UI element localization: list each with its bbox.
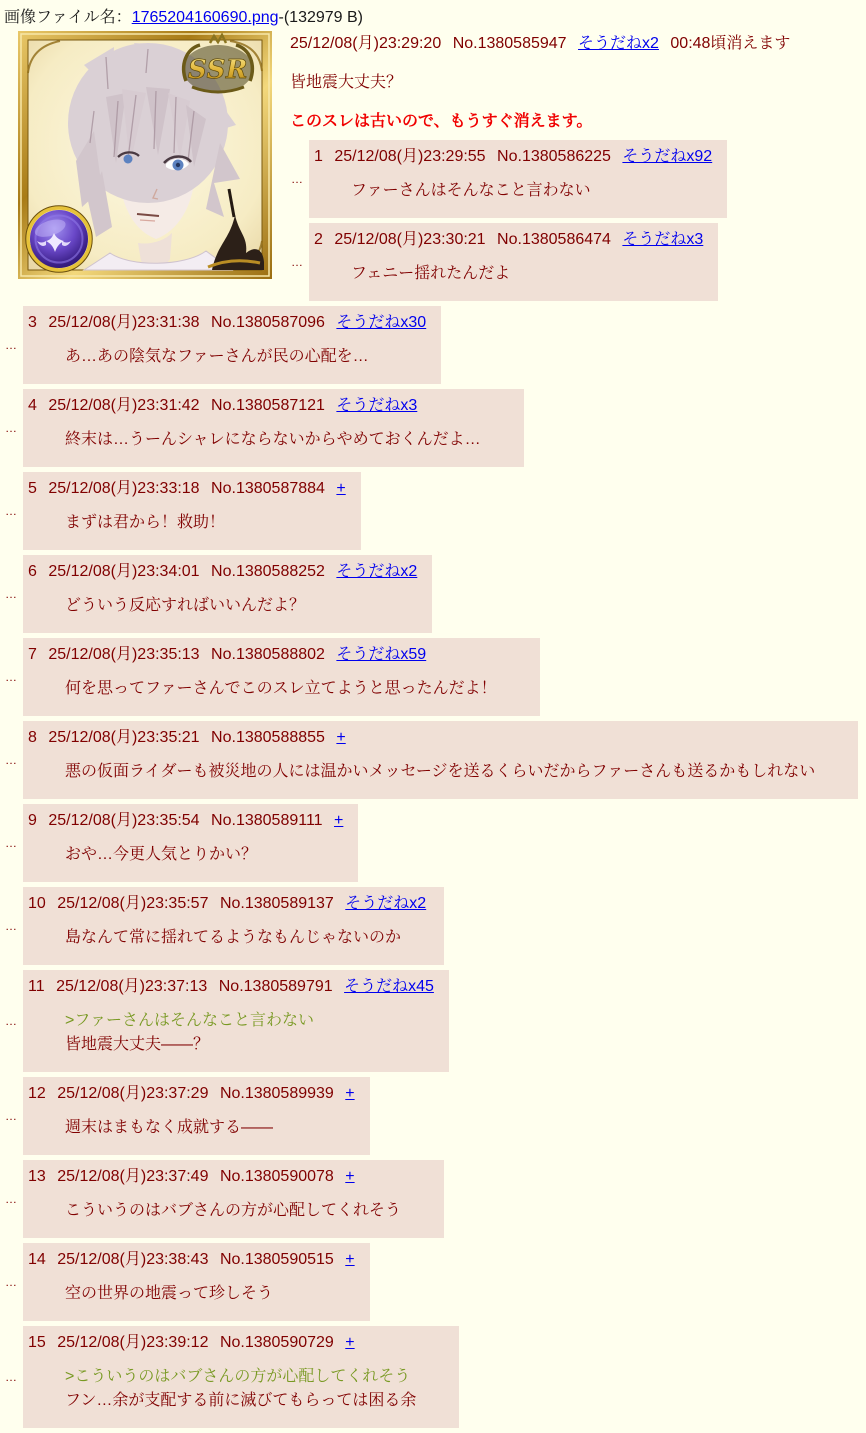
quote-line: >ファーさんはそんなこと言わない <box>65 1012 315 1029</box>
reply-datetime: 25/12/08(月)23:35:54 <box>48 812 200 829</box>
sodane-link[interactable]: そうだねx3 <box>336 397 418 414</box>
reply-post-number: No.1380589111 <box>211 812 323 829</box>
sodane-link[interactable]: そうだねx59 <box>336 646 427 663</box>
ssr-badge-text: SSR <box>187 55 249 85</box>
reply-body <box>351 262 675 286</box>
reply-datetime: 25/12/08(月)23:30:21 <box>334 231 486 248</box>
file-size: -(132979 B) <box>278 9 364 26</box>
reply-checkbox-dots[interactable]: … <box>5 1275 18 1289</box>
reply-datetime: 25/12/08(月)23:39:12 <box>57 1334 209 1351</box>
reply-body <box>65 1365 416 1413</box>
reply-post-number: No.1380589939 <box>219 1085 334 1102</box>
reply-row <box>4 1160 866 1238</box>
file-name-link[interactable]: 1765204160690.png <box>131 9 279 26</box>
reply-checkbox-dots[interactable]: … <box>5 753 18 767</box>
reply-header <box>28 1084 362 1104</box>
sodane-link[interactable]: そうだねx45 <box>344 978 434 995</box>
reply-body <box>65 677 497 701</box>
file-label: 画像ファイル名： <box>4 9 132 26</box>
op-number: No.1380585947 <box>452 35 567 52</box>
reply-number: 12 <box>28 1085 46 1102</box>
reply-header <box>28 562 424 582</box>
reply-row <box>4 1243 866 1321</box>
body-line: 空の世界の地震って珍しそう <box>65 1285 274 1302</box>
reply-header <box>28 1167 436 1187</box>
body-line: あ…あの陰気なファーさんが民の心配を… <box>65 348 369 365</box>
reply-checkbox-dots[interactable]: … <box>5 1370 18 1384</box>
reply-datetime: 25/12/08(月)23:35:13 <box>48 646 200 663</box>
reply-row <box>4 638 866 716</box>
body-line: ファーさんはそんなこと言わない <box>351 182 591 199</box>
reply-checkbox-dots[interactable]: … <box>5 919 18 933</box>
sodane-link[interactable]: そうだねx3 <box>622 231 704 248</box>
reply-post <box>23 1326 459 1428</box>
sodane-link[interactable]: そうだねx30 <box>336 314 427 331</box>
reply-datetime: 25/12/08(月)23:31:38 <box>48 314 200 331</box>
reply-post-number: No.1380590729 <box>219 1334 334 1351</box>
reply-post-number: No.1380588855 <box>211 729 325 746</box>
reply-number: 10 <box>28 895 46 912</box>
sodane-link[interactable]: + <box>345 1085 355 1102</box>
reply-datetime: 25/12/08(月)23:31:42 <box>48 397 200 414</box>
reply-checkbox-dots[interactable]: … <box>5 1014 18 1028</box>
reply-row <box>4 721 866 799</box>
op-expire-notice: 00:48頃消えます <box>670 35 791 52</box>
reply-checkbox-dots[interactable]: … <box>291 172 304 186</box>
reply-number: 15 <box>28 1334 46 1351</box>
op-datetime: 25/12/08(月)23:29:20 <box>290 35 442 52</box>
reply-post-number: No.1380587096 <box>211 314 325 331</box>
reply-post <box>23 555 432 633</box>
reply-body <box>65 1282 327 1306</box>
reply-body <box>65 1009 406 1057</box>
sodane-link[interactable]: そうだねx2 <box>578 35 659 52</box>
reply-datetime: 25/12/08(月)23:34:01 <box>48 563 200 580</box>
reply-checkbox-dots[interactable]: … <box>5 1192 18 1206</box>
thumbnail-link[interactable] <box>18 31 272 279</box>
reply-post <box>309 223 718 301</box>
reply-post <box>309 140 727 218</box>
reply-post <box>23 1243 370 1321</box>
reply-row <box>4 472 866 550</box>
reply-post-number: No.1380589137 <box>219 895 334 912</box>
reply-row <box>290 223 866 301</box>
quote-line: >こういうのはバブさんの方が心配してくれそう <box>65 1368 411 1385</box>
sodane-link[interactable]: + <box>345 1251 355 1268</box>
reply-datetime: 25/12/08(月)23:37:13 <box>56 978 208 995</box>
element-orb <box>26 206 92 272</box>
body-line: 島なんて常に揺れてるようなもんじゃないのか <box>65 929 402 946</box>
reply-number: 6 <box>28 563 37 580</box>
reply-body <box>65 926 401 950</box>
sodane-link[interactable]: そうだねx2 <box>345 895 427 912</box>
reply-header <box>28 396 516 416</box>
reply-header <box>28 1250 362 1270</box>
thumbnail-image <box>18 31 272 279</box>
reply-body <box>65 843 315 867</box>
reply-post <box>23 306 441 384</box>
reply-number: 7 <box>28 646 37 663</box>
reply-header <box>28 811 350 831</box>
reply-body <box>65 345 398 369</box>
reply-number: 3 <box>28 314 37 331</box>
reply-checkbox-dots[interactable]: … <box>5 504 18 518</box>
reply-post <box>23 721 858 799</box>
sodane-link[interactable]: + <box>345 1168 355 1185</box>
reply-checkbox-dots[interactable]: … <box>291 255 304 269</box>
body-line: こういうのはバブさんの方が心配してくれそう <box>65 1202 402 1219</box>
reply-header <box>28 977 441 997</box>
reply-row <box>4 970 866 1072</box>
sodane-link[interactable]: + <box>334 812 344 829</box>
reply-row <box>4 306 866 384</box>
reply-checkbox-dots[interactable]: … <box>5 836 18 850</box>
body-line: 皆地震大丈夫――？ <box>65 1036 210 1053</box>
reply-header <box>314 230 710 250</box>
reply-checkbox-dots[interactable]: … <box>5 1109 18 1123</box>
reply-post-number: No.1380588802 <box>211 646 325 663</box>
reply-checkbox-dots[interactable]: … <box>5 587 18 601</box>
reply-checkbox-dots[interactable]: … <box>5 670 18 684</box>
reply-header <box>314 147 719 167</box>
reply-post-number: No.1380588252 <box>211 563 325 580</box>
reply-body <box>65 1116 327 1140</box>
reply-body <box>65 428 481 452</box>
reply-body <box>351 179 684 203</box>
body-line: 悪の仮面ライダーも被災地の人には温かいメッセージを送るくらいだからファーさんも送るかもしれない <box>65 763 816 780</box>
reply-datetime: 25/12/08(月)23:35:21 <box>48 729 200 746</box>
body-line: 何を思ってファーさんでこのスレ立てようと思ったんだよ！ <box>65 680 497 697</box>
reply-row <box>4 804 866 882</box>
reply-post-number: No.1380587884 <box>211 480 325 497</box>
reply-post <box>23 472 361 550</box>
reply-number: 5 <box>28 480 37 497</box>
op-body-text: 皆地震大丈夫？ <box>290 74 403 91</box>
reply-datetime: 25/12/08(月)23:37:29 <box>57 1085 209 1102</box>
reply-post <box>23 970 449 1072</box>
reply-number: 1 <box>314 148 323 165</box>
reply-number: 11 <box>28 978 45 995</box>
reply-number: 8 <box>28 729 37 746</box>
body-line: フェニー揺れたんだよ <box>351 265 511 282</box>
reply-row <box>4 1326 866 1428</box>
reply-checkbox-dots[interactable]: … <box>5 421 18 435</box>
reply-row <box>4 389 866 467</box>
reply-post <box>23 804 358 882</box>
reply-number: 4 <box>28 397 37 414</box>
reply-number: 9 <box>28 812 37 829</box>
thread-expire-warning: このスレは古いので、もうすぐ消えます。 <box>290 113 593 130</box>
body-line: フン…余が支配する前に滅びてもらっては困る余 <box>65 1392 417 1409</box>
reply-row <box>290 140 866 218</box>
reply-header <box>28 894 436 914</box>
reply-header <box>28 479 353 499</box>
reply-post <box>23 887 444 965</box>
reply-datetime: 25/12/08(月)23:33:18 <box>48 480 200 497</box>
reply-post-number: No.1380586474 <box>497 231 611 248</box>
reply-header <box>28 1333 451 1353</box>
body-line: 週末はまもなく成就する―― <box>65 1119 274 1136</box>
reply-post-number: No.1380586225 <box>497 148 611 165</box>
reply-header <box>28 313 433 333</box>
reply-body <box>65 1199 401 1223</box>
reply-row <box>4 887 866 965</box>
reply-number: 13 <box>28 1168 46 1185</box>
reply-row <box>4 1077 866 1155</box>
reply-post-number: No.1380590078 <box>219 1168 334 1185</box>
reply-number: 2 <box>314 231 323 248</box>
reply-post-number: No.1380590515 <box>219 1251 334 1268</box>
reply-number: 14 <box>28 1251 46 1268</box>
reply-post <box>23 1160 444 1238</box>
reply-datetime: 25/12/08(月)23:38:43 <box>57 1251 209 1268</box>
reply-datetime: 25/12/08(月)23:37:49 <box>57 1168 209 1185</box>
reply-post-number: No.1380589791 <box>218 978 333 995</box>
reply-datetime: 25/12/08(月)23:29:55 <box>334 148 486 165</box>
reply-header <box>28 645 532 665</box>
reply-post <box>23 1077 370 1155</box>
reply-body <box>65 511 318 535</box>
body-line: 終末は…うーんシャレにならないからやめておくんだよ… <box>65 431 481 448</box>
sodane-link[interactable]: + <box>336 729 346 746</box>
sodane-link[interactable]: そうだねx92 <box>622 148 713 165</box>
reply-checkbox-dots[interactable]: … <box>5 338 18 352</box>
body-line: まずは君から！救助！ <box>65 514 226 531</box>
file-info-line <box>0 0 866 29</box>
reply-row <box>4 555 866 633</box>
reply-post <box>23 638 540 716</box>
reply-post <box>23 389 524 467</box>
sodane-link[interactable]: + <box>336 480 346 497</box>
reply-header <box>28 728 850 748</box>
thread-replies <box>0 306 866 1428</box>
reply-body <box>65 760 815 784</box>
sodane-link[interactable]: そうだねx2 <box>336 563 418 580</box>
reply-body <box>65 594 389 618</box>
op-post <box>0 29 866 306</box>
sodane-link[interactable]: + <box>345 1334 355 1351</box>
body-line: おや…今更人気とりかい？ <box>65 846 258 863</box>
reply-datetime: 25/12/08(月)23:35:57 <box>57 895 209 912</box>
body-line: どういう反応すればいいんだよ？ <box>65 597 306 614</box>
reply-post-number: No.1380587121 <box>211 397 325 414</box>
